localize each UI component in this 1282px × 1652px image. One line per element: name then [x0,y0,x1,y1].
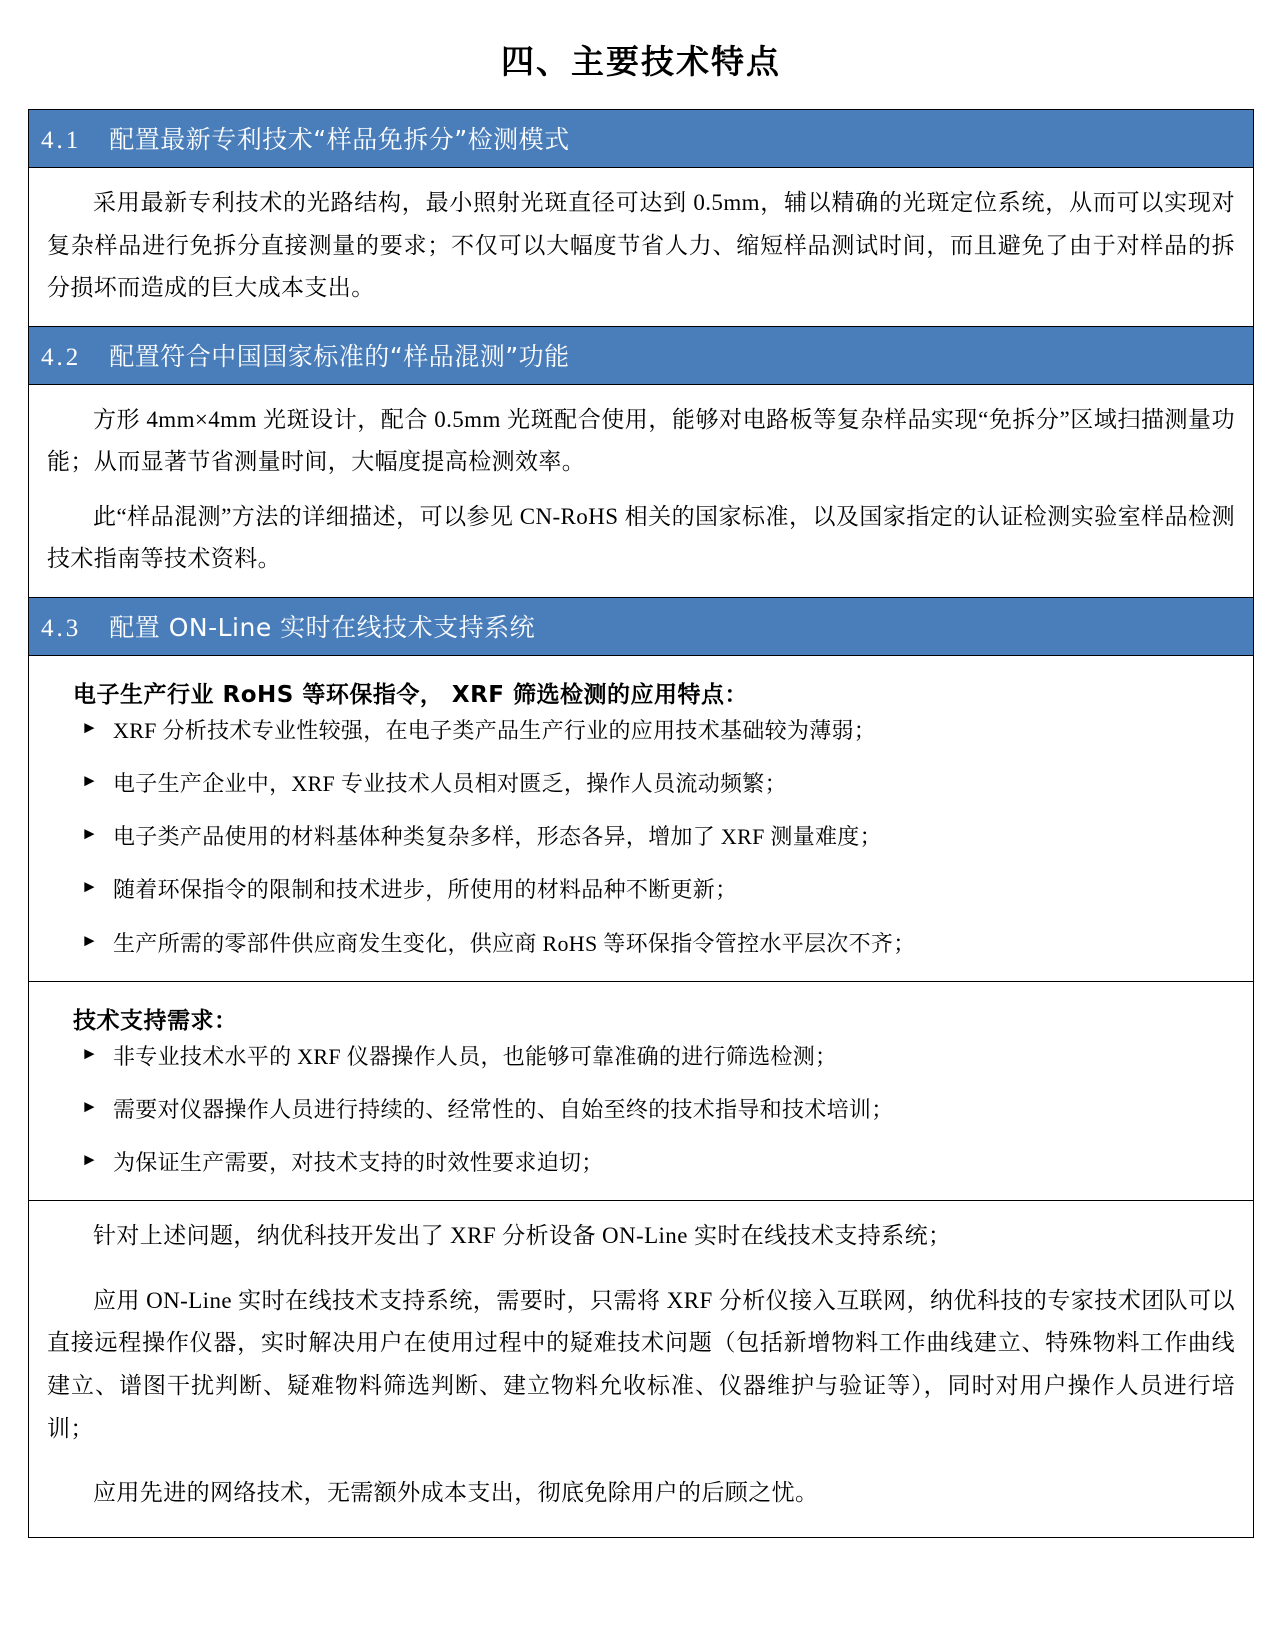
list-item-text: 需要对仪器操作人员进行持续的、经常性的、自始至终的技术指导和技术培训； [113,1096,894,1122]
list-item-text: 为保证生产需要，对技术支持的时效性要求迫切； [113,1150,604,1176]
section-body-4-1 [29,168,1253,326]
section-number-4-2: 4.2 [41,343,82,371]
list-item-text: 生产所需的零部件供应商发生变化，供应商 RoHS 等环保指令管控水平层次不齐； [113,930,916,956]
list-item [47,1145,1235,1180]
section-body-row-4-3-block1 [29,656,1253,982]
section-body-row-4-3-block3 [29,1201,1253,1536]
section-number-4-1: 4.1 [41,127,82,154]
paragraph: 采用最新专利技术的光路结构，最小照射光斑直径可达到 0.5mm，辅以精确的光斑定位系统，从而可以实现对复杂样品进行免拆分直接测量的要求；不仅可以大幅度节省人力、缩短样品测试时间，而且避免了由于对样品的拆分损坏而造成的巨大成本支出。 [47,190,1235,301]
section-heading-4-2: 配置符合中国国家标准的“样品混测”功能 [109,341,570,371]
section-body-4-2 [29,385,1253,597]
paragraph: 此“样品混测”方法的详细描述，可以参见 CN-RoHS 相关的国家标准，以及国家指定的认证检测实验室样品检测技术指南等技术资料。 [47,503,1235,572]
paragraph: 应用先进的网络技术，无需额外成本支出，彻底免除用户的后顾之忧。 [93,1480,819,1506]
section-header-row-4-3 [29,598,1253,656]
section-heading-4-1: 配置最新专利技术“样品免拆分”检测模式 [109,125,570,154]
list-item-text: 电子生产企业中，XRF 专业技术人员相对匮乏，操作人员流动频繁； [113,771,787,797]
bullet-triangle-icon: ► [81,1043,99,1063]
section-header-row-4-1 [29,110,1253,168]
list-item [47,926,1235,961]
list-item [47,1092,1235,1127]
application-features-block [29,656,1253,981]
online-system-description-block [29,1201,1253,1536]
list-item-text: 非专业技术水平的 XRF 仪器操作人员，也能够可靠准确的进行筛选检测； [113,1043,838,1069]
bullet-triangle-icon: ► [81,717,99,737]
section-body-row-4-3-block2 [29,982,1253,1202]
section-header-4-1 [29,110,1253,167]
section-heading-4-3: 配置 ON-Line 实时在线技术支持系统 [109,612,536,642]
list-item [47,819,1235,854]
paragraph: 应用 ON-Line 实时在线技术支持系统，需要时，只需将 XRF 分析仪接入互联网，纳优科技的专家技术团队可以直接远程操作仪器，实时解决用户在使用过程中的疑难技术问题（包括新增物料工作曲线建立、特殊物料工作曲线建立、谱图干扰判断、疑难物料筛选判断、建立物料允收标准、仪器维护与验证等），同时对用户操作人员进行培训； [47,1287,1235,1441]
page-title: 四、主要技术特点 [501,42,781,81]
list-item-text: XRF 分析技术专业性较强，在电子类产品生产行业的应用技术基础较为薄弱； [113,717,877,743]
section-header-4-2 [29,327,1253,384]
section-header-4-3 [29,598,1253,655]
list-item-text: 电子类产品使用的材料基体种类复杂多样，形态各异，增加了 XRF 测量难度； [113,824,882,850]
subheading-support-requirements: 技术支持需求： [73,1007,238,1034]
paragraph: 针对上述问题，纳优科技开发出了 XRF 分析设备 ON-Line 实时在线技术支持系统； [93,1223,952,1249]
list-item [47,766,1235,801]
subheading-application-features: 电子生产行业 RoHS 等环保指令， XRF 筛选检测的应用特点： [73,681,749,708]
paragraph: 方形 4mm×4mm 光斑设计，配合 0.5mm 光斑配合使用，能够对电路板等复杂样品实现“免拆分”区域扫描测量功能；从而显著节省测量时间，大幅度提高检测效率。 [47,406,1235,475]
section-header-row-4-2 [29,327,1253,385]
content-table [28,109,1254,1538]
bullet-triangle-icon: ► [81,930,99,950]
list-item [47,713,1235,748]
bullet-triangle-icon: ► [81,1096,99,1116]
bullet-triangle-icon: ► [81,771,99,791]
section-body-row-4-2 [29,385,1253,598]
bullet-triangle-icon: ► [81,1150,99,1170]
bullet-triangle-icon: ► [81,824,99,844]
list-item-text: 随着环保指令的限制和技术进步，所使用的材料品种不断更新； [113,877,738,903]
application-features-list [47,713,1235,961]
section-number-4-3: 4.3 [41,614,82,642]
support-requirements-list [47,1039,1235,1181]
bullet-triangle-icon: ► [81,877,99,897]
support-requirements-block [29,982,1253,1201]
list-item [47,872,1235,907]
section-body-row-4-1 [29,168,1253,327]
list-item [47,1039,1235,1074]
